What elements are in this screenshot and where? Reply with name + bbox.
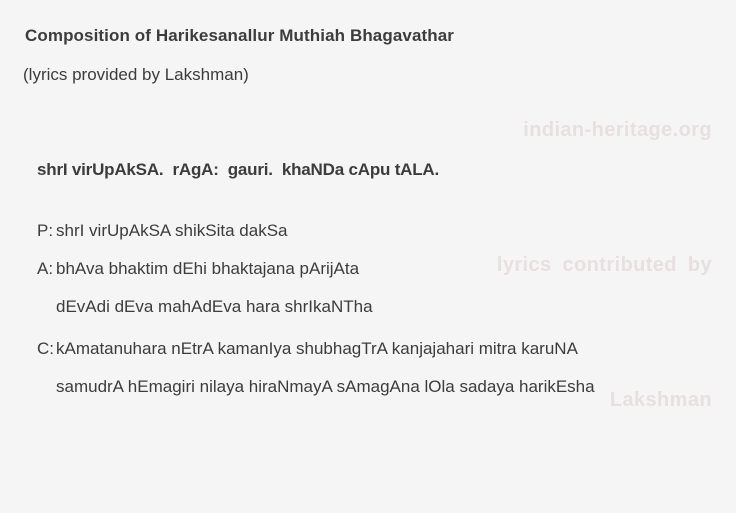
lyric-label: P: [37,221,54,240]
lyric-line-caranam-continued [37,376,595,414]
lyric-line-caranam [37,338,595,376]
lyric-text: shrI virUpAkSA shikSita dakSa [56,221,288,240]
lyric-text: samudrA hEmagiri nilaya hiraNmayA sAmagAna lOla sadaya harikEsha [56,377,595,396]
lyric-line-anupallavi [37,258,595,296]
page-title: Composition of Harikesanallur Muthiah Bhagavathar [25,26,455,45]
lyric-line-anupallavi-continued [37,296,595,334]
song-title-raga-tala-header: shrI virUpAkSA. rAgA: gauri. khaNDa cApu tALA. [37,160,440,179]
lyric-text: dEvAdi dEva mahAdEva hara shrIkaNTha [56,297,373,316]
watermark-site: indian-heritage.org [523,119,712,141]
lyric-line-pallavi [37,220,595,258]
watermark-name: Lakshman [609,389,712,411]
watermark-credit: lyrics contributed by [496,254,712,276]
lyric-text: bhAva bhaktim dEhi bhaktajana pArijAta [56,259,360,278]
lyric-label: A: [37,259,54,278]
lyrics-block [37,220,595,414]
lyrics-provided-credit: (lyrics provided by Lakshman) [23,65,249,84]
lyric-label: C: [37,339,54,358]
lyric-text: kAmatanuhara nEtrA kamanIya shubhagTrA kanjajahari mitra karuNA [56,339,578,358]
